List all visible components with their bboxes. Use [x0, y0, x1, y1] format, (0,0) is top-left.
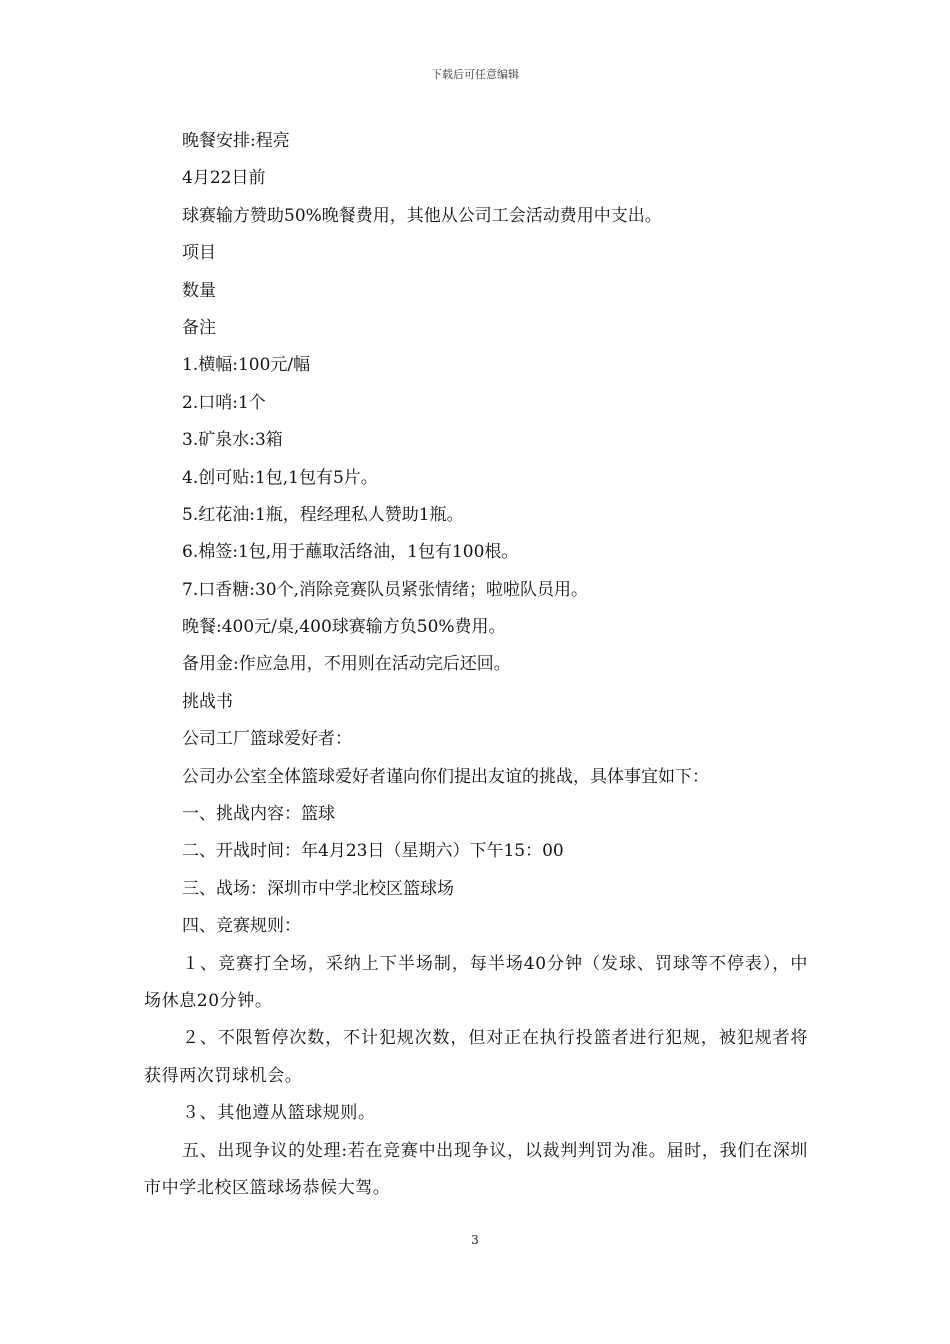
list-item: 4.创可贴:1包,1包有5片。 [182, 467, 378, 488]
rule-paragraph: ３、其他遵从篮球规则。 [182, 1103, 376, 1124]
text-line: 二、开战时间：年4月23日（星期六）下午15：00 [182, 841, 564, 862]
salutation: 公司工厂篮球爱好者： [182, 729, 352, 750]
text-line: 4月22日前 [182, 168, 266, 189]
text-line: 三、战场：深圳市中学北校区篮球场 [182, 878, 454, 899]
rule-paragraph: １、竞赛打全场，采纳上下半场制，每半场40分钟（发球、罚球等不停表），中场休息20分钟。 [144, 953, 808, 1011]
text-paragraph: 五、出现争议的处理:若在竞赛中出现争议，以裁判判罚为准。届时，我们在深圳市中学北校区篮球场恭候大驾。 [144, 1140, 808, 1199]
text-line: 晚餐:400元/桌,400球赛输方负50%费用。 [182, 617, 506, 638]
section-title: 挑战书 [182, 691, 233, 712]
list-item: 5.红花油:1瓶，程经理私人赞助1瓶。 [182, 504, 464, 525]
list-item: 3.矿泉水:3箱 [182, 430, 283, 451]
document-body [144, 123, 808, 1207]
text-line: 公司办公室全体篮球爱好者谨向你们提出友谊的挑战，具体事宜如下： [182, 766, 709, 787]
text-line: 项目 [182, 243, 216, 264]
text-line: 一、挑战内容：篮球 [182, 804, 335, 825]
list-item: 7.口香糖:30个,消除竞赛队员紧张情绪；啦啦队员用。 [182, 579, 588, 600]
rule-paragraph: ２、不限暂停次数，不计犯规次数，但对正在执行投篮者进行犯规，被犯规者将获得两次罚球机会。 [144, 1028, 808, 1086]
text-line: 备注 [182, 317, 216, 338]
text-line: 备用金:作应急用，不用则在活动完后还回。 [182, 654, 511, 675]
text-line: 四、竞赛规则： [182, 916, 301, 937]
text-line: 晚餐安排:程亮 [182, 131, 290, 151]
page-header-note: 下载后可任意编辑 [431, 68, 519, 81]
page-number: 3 [471, 1233, 479, 1247]
list-item: 2.口哨:1个 [182, 392, 266, 413]
list-item: 1.横幅:100元/幅 [182, 355, 311, 376]
text-line: 球赛输方赞助50%晚餐费用，其他从公司工会活动费用中支出。 [182, 205, 662, 226]
list-item: 6.棉签:1包,用于蘸取活络油，1包有100根。 [182, 542, 519, 563]
text-line: 数量 [182, 280, 216, 301]
